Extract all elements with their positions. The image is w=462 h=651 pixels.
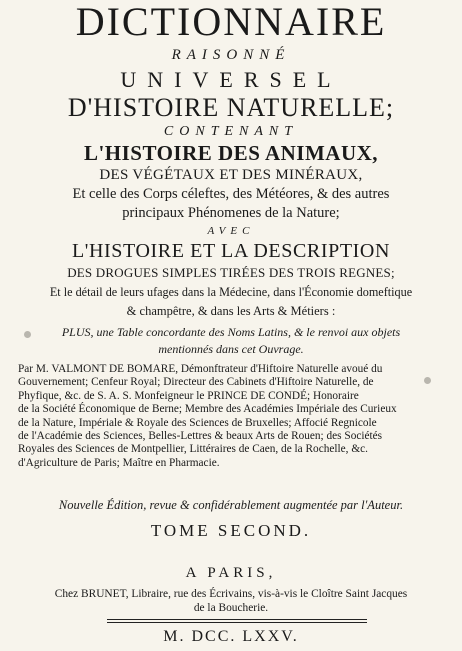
rule-bottom (107, 622, 367, 623)
author-line: d'Agriculture de Paris; Maître en Pharmacie. (18, 456, 220, 469)
author-line: Gouvernement; Cenfeur Royal; Directeur des Cabinets d'Hiftoire Naturelle, de (18, 376, 374, 389)
title-plus-table: PLUS, une Table concordante des Noms Latins, & le renvoi aux objets (61, 325, 401, 339)
title-description: L'HISTOIRE ET LA DESCRIPTION (71, 240, 390, 262)
imprint-year: M. DCC. LXXV. (163, 628, 299, 645)
author-line: Phyfique, &c. de S. A. S. Monfeigneur le PRINCE DE CONDÉ; Honoraire (18, 389, 359, 402)
title-animaux: L'HISTOIRE DES ANIMAUX, (83, 141, 379, 165)
title-corps-celestes: Et celle des Corps céleftes, des Météores, & des autres (72, 186, 390, 202)
title-contenant: CONTENANT (163, 124, 299, 139)
author-line: de la Nature, Impériale & Royale des Sciences de Bruxelles; Affocié Regnicole (18, 416, 377, 429)
title-raisonne: RAISONNÉ (171, 47, 291, 63)
title-avec: AVEC (207, 225, 255, 237)
title-vegetaux: DES VÉGÉTAUX ET DES MINÉRAUX, (99, 167, 363, 183)
title-arts-metiers: & champêtre, & dans les Arts & Métiers : (126, 304, 336, 318)
title-drogues: DES DROGUES SIMPLES TIRÉES DES TROIS REGNES; (67, 265, 395, 280)
author-line: de la Société Économique de Berne; Membre des Académies Impériale des Curieux (18, 403, 397, 416)
publisher-line: Chez BRUNET, Libraire, rue des Écrivains, vis-à-vis le Cloître Saint Jacques (54, 588, 408, 600)
author-line: de l'Académie des Sciences, Belles-Lettres & beaux Arts de Rouen; des Sociétés (18, 430, 383, 443)
author-block (18, 363, 448, 470)
title-universel: UNIVERSEL (120, 67, 342, 92)
author-line: Royales des Sciences de Montpellier, Littéraires de Caen, de la Rochelle, &c. (18, 443, 368, 456)
title-histoire-naturelle: D'HISTOIRE NATURELLE; (67, 93, 395, 122)
author-line: Par M. VALMONT DE BOMARE, Démonftrateur d'Hiftoire Naturelle avoué du (18, 363, 383, 375)
title-usages: Et le détail de leurs ufages dans la Médecine, dans l'Économie domeftique (49, 285, 413, 299)
imprint-city: A PARIS, (185, 565, 277, 581)
title-phenomenes: principaux Phénomenes de la Nature; (122, 205, 340, 221)
title-mentionnes: mentionnés dans cet Ouvrage. (158, 342, 304, 356)
publisher-line-2: de la Boucherie. (193, 602, 269, 614)
volume-label: TOME SECOND. (150, 521, 312, 540)
edition-note: Nouvelle Édition, revue & confidérablement augmentée par l'Auteur. (58, 498, 404, 512)
rule-top (107, 619, 367, 620)
title-dictionnaire: DICTIONNAIRE (75, 0, 387, 44)
